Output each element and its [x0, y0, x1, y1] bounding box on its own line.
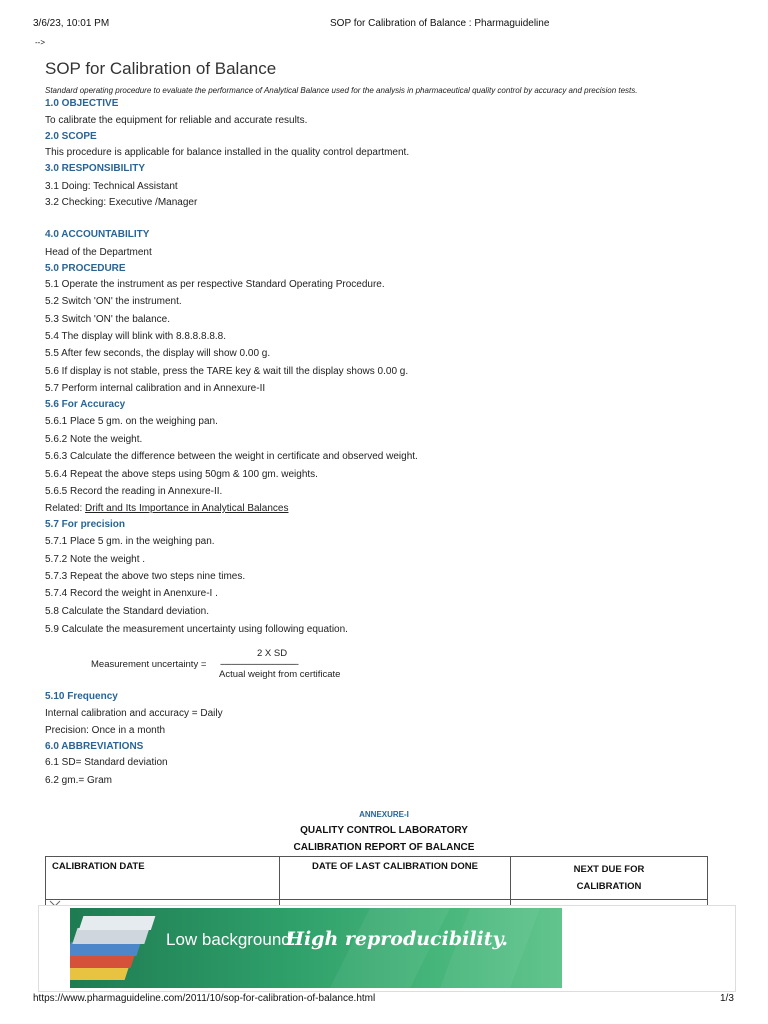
precision-heading: 5.7 For precision: [45, 519, 126, 530]
equation-lhs: Measurement uncertainty =: [91, 659, 207, 670]
related-line: [45, 503, 288, 514]
print-arrow: -->: [35, 38, 45, 47]
procedure-step: 5.3 Switch 'ON' the balance.: [45, 314, 170, 325]
accuracy-step: 5.6.2 Note the weight.: [45, 434, 143, 445]
procedure-step: 5.1 Operate the instrument as per respective Standard Operating Procedure.: [45, 279, 385, 290]
ad-text-plain: Low background.: [166, 930, 296, 949]
accuracy-step: 5.6.3 Calculate the difference between the weight in certificate and observed weight.: [45, 451, 418, 462]
equation-denominator: Actual weight from certificate: [219, 669, 341, 680]
annexure-report-title: CALIBRATION REPORT OF BALANCE: [293, 842, 475, 853]
responsibility-line: 3.1 Doing: Technical Assistant: [45, 181, 178, 192]
calibration-table: [45, 856, 708, 909]
col-calibration-date: CALIBRATION DATE: [46, 857, 280, 900]
frequency-heading: 5.10 Frequency: [45, 691, 118, 702]
print-datetime: 3/6/23, 10:01 PM: [33, 18, 110, 29]
procedure-step: 5.5 After few seconds, the display will show 0.00 g.: [45, 348, 271, 359]
table-header-row: [46, 857, 708, 900]
abbreviation-line: 6.1 SD= Standard deviation: [45, 757, 168, 768]
abbreviations-heading: 6.0 ABBREVIATIONS: [45, 741, 144, 752]
scope-heading: 2.0 SCOPE: [45, 131, 97, 142]
annexure-lab: QUALITY CONTROL LABORATORY: [300, 825, 468, 836]
accuracy-step: 5.6.1 Place 5 gm. on the weighing pan.: [45, 416, 218, 427]
lab-plate-stack-image: [70, 916, 155, 980]
related-label: Related:: [45, 503, 86, 514]
frequency-line: Internal calibration and accuracy = Daily: [45, 708, 223, 719]
accountability-text: Head of the Department: [45, 247, 152, 258]
col-next-due-line2: CALIBRATION: [576, 881, 642, 892]
precision-step: 5.7.3 Repeat the above two steps nine times.: [45, 571, 246, 582]
intro-text: Standard operating procedure to evaluate the performance of Analytical Balance used for the analysis in pharmaceutical quality control by accuracy and precision tests.: [45, 86, 638, 95]
precision-step: 5.9 Calculate the measurement uncertainty using following equation.: [45, 624, 348, 635]
responsibility-heading: 3.0 RESPONSIBILITY: [45, 163, 146, 174]
procedure-heading: 5.0 PROCEDURE: [45, 263, 126, 274]
precision-step: 5.7.4 Record the weight in Anenxure-I .: [45, 588, 218, 599]
precision-step: 5.7.1 Place 5 gm. in the weighing pan.: [45, 536, 215, 547]
related-article-link[interactable]: Drift and Its Importance in Analytical Balances: [85, 503, 289, 514]
accuracy-step: 5.6.5 Record the reading in Annexure-II.: [45, 486, 223, 497]
accountability-heading: 4.0 ACCOUNTABILITY: [45, 229, 150, 240]
accuracy-heading: 5.6 For Accuracy: [45, 399, 126, 410]
responsibility-line: 3.2 Checking: Executive /Manager: [45, 197, 198, 208]
procedure-step: 5.6 If display is not stable, press the TARE key & wait till the display shows 0.00 g.: [45, 366, 409, 377]
precision-step: 5.7.2 Note the weight .: [45, 554, 146, 565]
col-next-due: [511, 857, 708, 900]
abbreviation-line: 6.2 gm.= Gram: [45, 775, 112, 786]
objective-text: To calibrate the equipment for reliable and accurate results.: [45, 115, 308, 126]
ad-text-script: High reproducibility.: [286, 928, 509, 950]
objective-heading: 1.0 OBJECTIVE: [45, 98, 119, 109]
print-url: https://www.pharmaguideline.com/2011/10/sop-for-calibration-of-balance.html: [33, 993, 376, 1004]
frequency-line: Precision: Once in a month: [45, 725, 166, 736]
accuracy-step: 5.6.4 Repeat the above steps using 50gm & 100 gm. weights.: [45, 469, 318, 480]
procedure-step: 5.7 Perform internal calibration and in Annexure-II: [45, 383, 266, 394]
print-page-title: SOP for Calibration of Balance : Pharmaguideline: [330, 18, 550, 29]
equation-numerator: 2 X SD: [257, 648, 288, 659]
col-last-calibration: DATE OF LAST CALIBRATION DONE: [280, 857, 511, 900]
ad-banner[interactable]: [70, 908, 562, 988]
procedure-step: 5.4 The display will blink with 8.8.8.8.8.8.: [45, 331, 227, 342]
scope-text: This procedure is applicable for balance installed in the quality control department.: [45, 147, 410, 158]
col-next-due-line1: NEXT DUE FOR: [573, 864, 645, 875]
annexure-tag: ANNEXURE-I: [359, 810, 409, 819]
equation-fraction-line: ------------------------------------: [220, 659, 298, 670]
page-title: SOP for Calibration of Balance: [45, 59, 277, 78]
procedure-step: 5.2 Switch 'ON' the instrument.: [45, 296, 182, 307]
print-page-number: 1/3: [720, 993, 734, 1004]
precision-step: 5.8 Calculate the Standard deviation.: [45, 606, 209, 617]
